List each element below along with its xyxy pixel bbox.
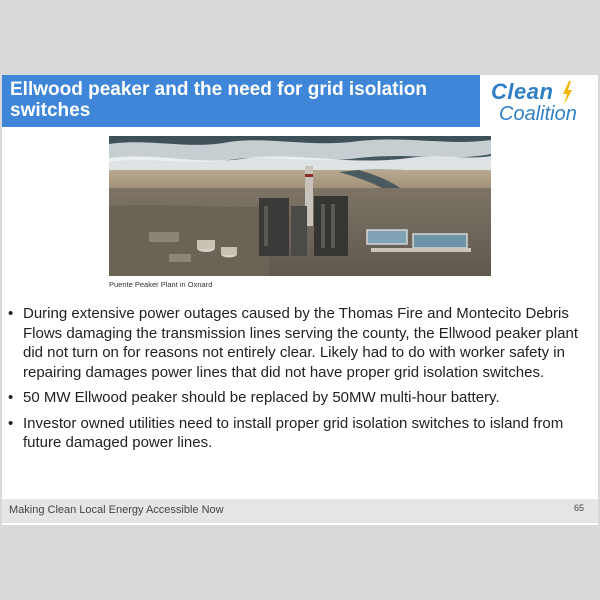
bullet-marker: • xyxy=(8,389,14,406)
bullet-list xyxy=(7,304,587,459)
bullet-item xyxy=(7,414,587,453)
title-bar xyxy=(2,75,480,127)
bullet-item xyxy=(7,304,587,382)
bullet-marker: • xyxy=(8,305,14,322)
lightning-bolt-icon xyxy=(561,81,573,105)
image-caption: Puente Peaker Plant in Oxnard xyxy=(109,280,213,289)
slide xyxy=(2,75,598,525)
slide-title: Ellwood peaker and the need for grid isolation switches xyxy=(10,79,427,121)
power-plant-photo xyxy=(109,136,491,276)
footer-tagline: Making Clean Local Energy Accessible Now xyxy=(9,504,224,516)
page-number: 65 xyxy=(573,503,584,513)
logo-text-coalition: Coalition xyxy=(499,103,577,125)
logo-text-clean: Clean xyxy=(491,79,554,104)
bullet-text: 50 MW Ellwood peaker should be replaced by 50MW multi-hour battery. xyxy=(23,389,500,406)
bullet-item xyxy=(7,388,587,408)
footer xyxy=(2,499,598,523)
bullet-text: During extensive power outages caused by the Thomas Fire and Montecito Debris Flows damaging the transmission lines serving the county, the Ellwood peaker plant did not turn on for reasons not entirely clear. Likely had to do with worker safety in repairing damages power lines that did not have proper grid isolation switches. xyxy=(23,305,579,381)
bullet-marker: • xyxy=(8,414,14,432)
bullet-text: Investor owned utilities need to install proper grid isolation switches to island from future damaged power lines. xyxy=(23,414,564,451)
clean-coalition-logo xyxy=(488,79,594,127)
